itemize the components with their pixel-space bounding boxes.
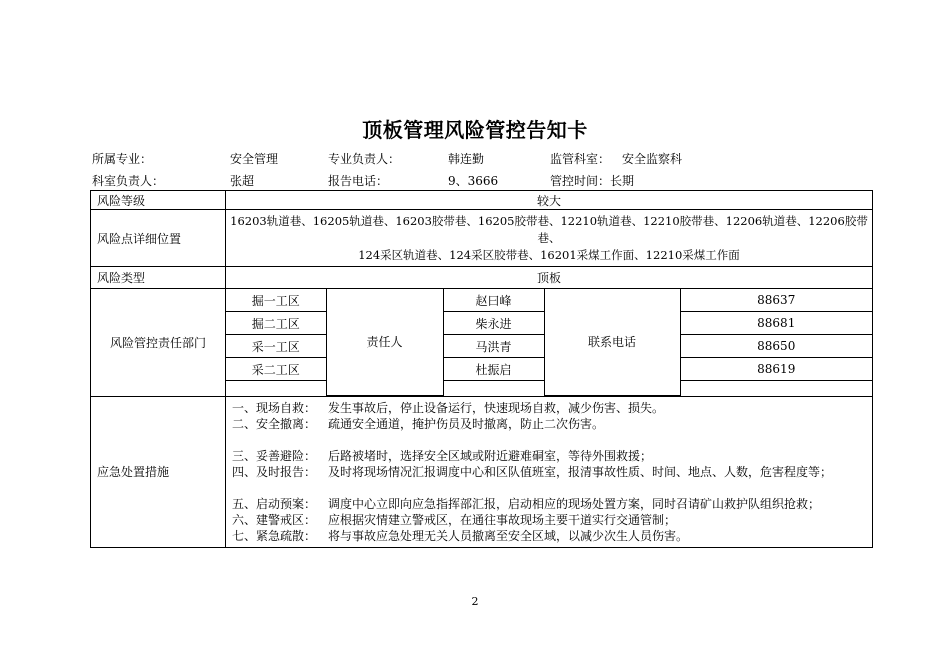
location-line-3: 124采区轨道巷、124采区胶带巷、16201采煤工作面、12210采煤工作面 <box>358 247 740 262</box>
measure-text: 发生事故后，停止设备运行，快速现场自救，减少伤害、损失。 <box>328 400 665 415</box>
department-phone: 88637 <box>680 289 872 312</box>
measure-item <box>232 464 866 480</box>
risk-level-label: 风险等级 <box>91 191 226 210</box>
specialty-leader-label: 专业负责人： <box>328 152 401 166</box>
measures-label: 应急处置措施 <box>91 396 226 547</box>
department-person: 柴永进 <box>443 312 544 335</box>
location-label: 风险点详细位置 <box>91 210 226 267</box>
supervising-dept-value: 安全监察科 <box>622 152 683 166</box>
department-phone: 88650 <box>680 335 872 358</box>
report-phone-label: 报告电话： <box>328 174 389 188</box>
risk-level-row <box>91 191 873 210</box>
departments-row <box>91 289 873 397</box>
measure-item <box>232 496 866 512</box>
risk-type-label: 风险类型 <box>91 267 226 289</box>
measure-item <box>232 400 866 416</box>
measures-list <box>226 396 873 547</box>
departments-label: 风险管控责任部门 <box>91 289 226 397</box>
measure-item <box>232 416 866 432</box>
department-person: 赵曰峰 <box>443 289 544 312</box>
department-area: 掘二工区 <box>226 312 326 335</box>
department-area: 采二工区 <box>226 358 326 381</box>
location-row <box>91 210 873 267</box>
measure-text: 后路被堵时，选择安全区域或附近避难硐室，等待外围救援； <box>328 448 653 463</box>
risk-card-table <box>90 190 873 548</box>
measure-text: 将与事故应急处理无关人员撤离至安全区域，以减少次生人员伤害。 <box>328 528 689 543</box>
department-phone: 88619 <box>680 358 872 381</box>
measure-item <box>232 528 866 544</box>
phone-header: 联系电话 <box>544 289 680 395</box>
measure-text: 应根据灾情建立警戒区，在通往事故现场主要干道实行交通管制； <box>328 512 677 527</box>
risk-type-row <box>91 267 873 289</box>
control-time-value: 长期 <box>610 174 635 188</box>
measure-text: 疏通安全通道，掩护伤员及时撤离，防止二次伤害。 <box>328 416 605 431</box>
measure-item <box>232 448 866 464</box>
risk-type-value: 顶板 <box>226 267 873 289</box>
dept-leader-value: 张超 <box>230 174 255 188</box>
supervising-dept-label: 监管科室： <box>550 152 611 166</box>
department-area: 掘一工区 <box>226 289 326 312</box>
measure-label: 一、现场自救： <box>232 400 317 415</box>
measures-row <box>91 396 873 547</box>
measure-label: 五、启动预案： <box>232 496 317 511</box>
location-value <box>226 210 873 267</box>
dept-leader-label: 科室负责人： <box>92 174 165 188</box>
risk-level-value: 较大 <box>226 191 873 210</box>
department-row <box>226 289 872 312</box>
measure-label: 六、建警戒区： <box>232 512 317 527</box>
department-area: 采一工区 <box>226 335 326 358</box>
department-person: 马洪青 <box>443 335 544 358</box>
specialty-value: 安全管理 <box>230 152 279 166</box>
measure-label: 二、安全撤离： <box>232 416 317 431</box>
location-line-1: 16203轨道巷、16205轨道巷、16203胶带巷、16205胶带巷、12210轨道巷、12210胶带巷、12206轨道巷、12206胶带 <box>230 213 868 228</box>
specialty-label: 所属专业： <box>92 152 153 166</box>
measure-text: 调度中心立即向应急指挥部汇报，启动相应的现场处置方案，同时召请矿山救护队组织抢救； <box>328 496 821 511</box>
report-phone-value: 9、3666 <box>448 174 499 188</box>
measure-label: 七、紧急疏散： <box>232 528 317 543</box>
control-time-label: 管控时间： <box>550 174 611 188</box>
page-number: 2 <box>471 595 479 608</box>
department-phone: 88681 <box>680 312 872 335</box>
departments-table <box>226 289 872 396</box>
department-person: 杜振启 <box>443 358 544 381</box>
measure-label: 四、及时报告： <box>232 464 317 479</box>
measure-item <box>232 512 866 528</box>
card-title: 顶板管理风险管控告知卡 <box>362 118 588 142</box>
measure-text: 及时将现场情况汇报调度中心和区队值班室，报清事故性质、时间、地点、人数，危害程度等； <box>328 464 833 479</box>
location-line-2: 巷、 <box>537 230 561 245</box>
person-header: 责任人 <box>326 289 443 395</box>
specialty-leader-value: 韩连勤 <box>448 152 485 166</box>
measure-label: 三、妥善避险： <box>232 448 317 463</box>
